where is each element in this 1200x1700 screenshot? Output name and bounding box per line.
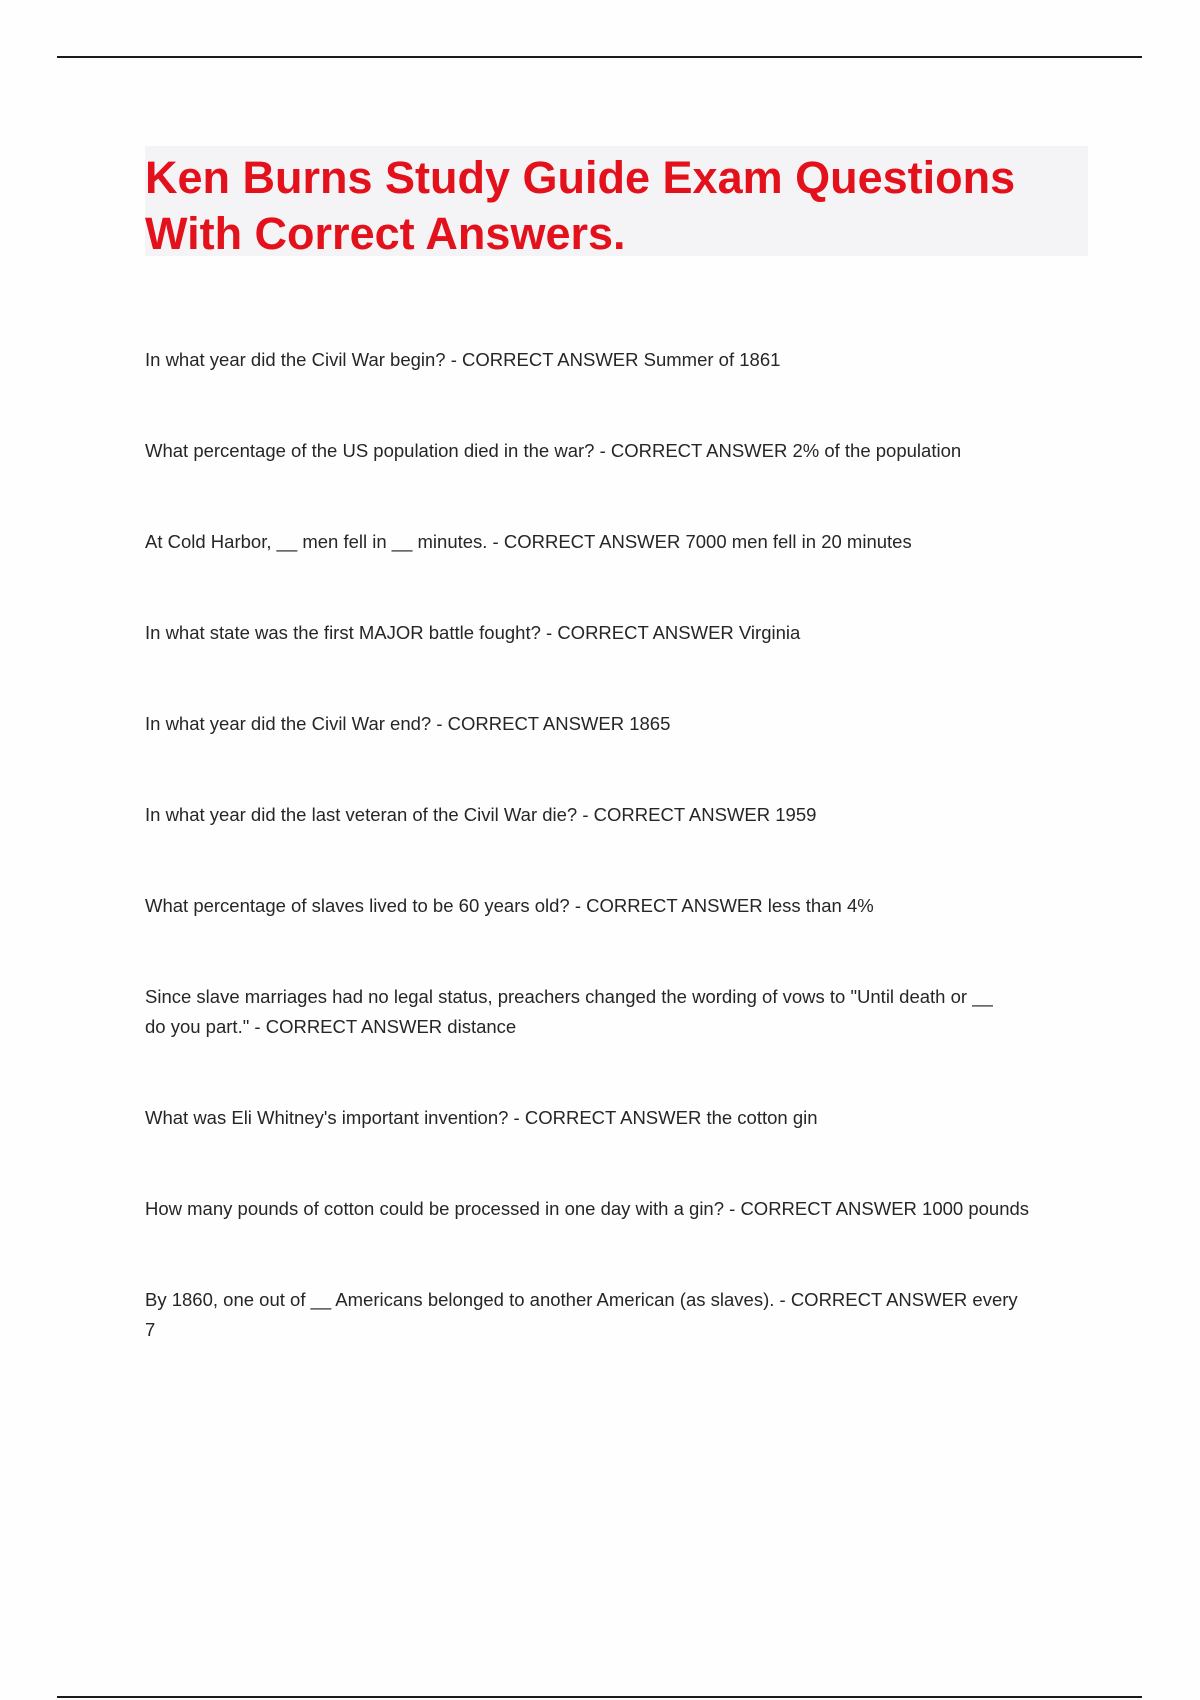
header-rule [57, 56, 1142, 58]
qa-item: In what year did the Civil War end? - CORRECT ANSWER 1865 [145, 713, 671, 734]
title-block [145, 146, 1088, 259]
qa-line-2: do you part." - CORRECT ANSWER distance [145, 1016, 517, 1037]
qa-line-2: 7 [145, 1319, 156, 1340]
qa-item: In what year did the Civil War begin? - CORRECT ANSWER Summer of 1861 [145, 349, 781, 370]
title-line-2: With Correct Answers. [145, 208, 626, 259]
qa-item: What percentage of the US population died in the war? - CORRECT ANSWER 2% of the population [145, 440, 962, 461]
qa-item: In what state was the first MAJOR battle fought? - CORRECT ANSWER Virginia [145, 622, 801, 643]
footer-rule [57, 1696, 1142, 1698]
qa-item: What was Eli Whitney's important invention? - CORRECT ANSWER the cotton gin [145, 1107, 818, 1128]
qa-item: In what year did the last veteran of the Civil War die? - CORRECT ANSWER 1959 [145, 804, 817, 825]
qa-item: What percentage of slaves lived to be 60 years old? - CORRECT ANSWER less than 4% [145, 895, 874, 916]
qa-item [145, 982, 1090, 1042]
qa-item: How many pounds of cotton could be processed in one day with a gin? - CORRECT ANSWER 1000 pounds [145, 1198, 1030, 1219]
document-title [145, 146, 1088, 262]
qa-item [145, 1285, 1090, 1345]
title-line-1: Ken Burns Study Guide Exam Questions [145, 152, 1016, 203]
qa-line-1: By 1860, one out of __ Americans belonged to another American (as slaves). - CORRECT ANSWER every [145, 1289, 1018, 1310]
qa-item: At Cold Harbor, __ men fell in __ minutes. - CORRECT ANSWER 7000 men fell in 20 minutes [145, 531, 912, 552]
qa-line-1: Since slave marriages had no legal status, preachers changed the wording of vows to "Until death or __ [145, 986, 993, 1007]
